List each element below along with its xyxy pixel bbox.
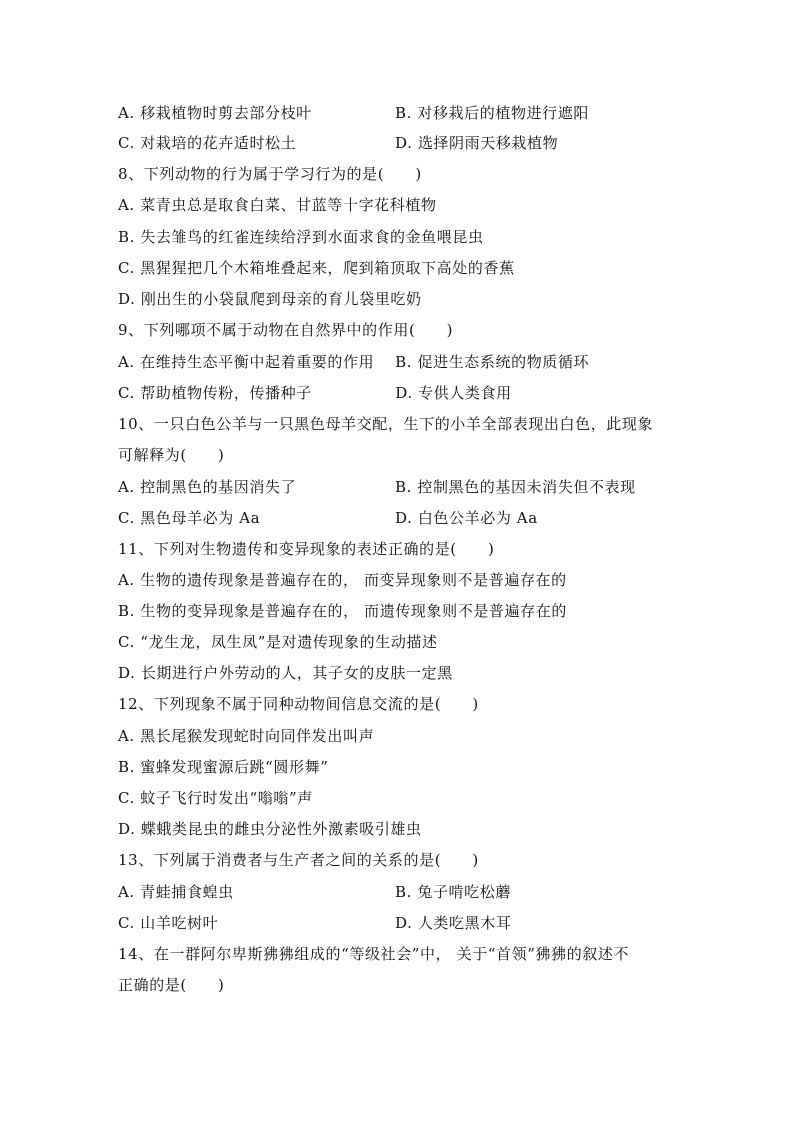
q12-stem: 12、下列现象不属于同种动物间信息交流的是( ) [118, 695, 479, 713]
q13-option-d: D. 人类吃黑木耳 [395, 914, 512, 932]
q10-option-c: C. 黑色母羊必为 Aa [118, 509, 261, 527]
q13-stem: 13、下列属于消费者与生产者之间的关系的是( ) [118, 851, 479, 869]
q7-option-d: D. 选择阴雨天移栽植物 [395, 134, 559, 152]
q12-option-a: A. 黑长尾猴发现蛇时向同伴发出叫声 [118, 727, 375, 745]
q14-stem-line1: 14、在一群阿尔卑斯狒狒组成的“等级社会”中， 关于“首领”狒狒的叙述不 [118, 945, 630, 963]
q13-option-a: A. 青蛙捕食蝗虫 [118, 883, 234, 901]
q13-option-c: C. 山羊吃树叶 [118, 914, 219, 932]
q11-option-d: D. 长期进行户外劳动的人，其子女的皮肤一定黑 [118, 664, 453, 682]
q11-option-a: A. 生物的遗传现象是普遍存在的， 而变异现象则不是普遍存在的 [118, 571, 567, 589]
q8-option-d: D. 刚出生的小袋鼠爬到母亲的育儿袋里吃奶 [118, 290, 422, 308]
q8-stem: 8、下列动物的行为属于学习行为的是( ) [118, 165, 422, 183]
q10-option-b: B. 控制黑色的基因未消失但不表现 [395, 478, 636, 496]
q11-option-b: B. 生物的变异现象是普遍存在的， 而遗传现象则不是普遍存在的 [118, 602, 567, 620]
q12-option-d: D. 蝶蛾类昆虫的雌虫分泌性外激素吸引雄虫 [118, 820, 422, 838]
q7-option-c: C. 对栽培的花卉适时松土 [118, 134, 297, 152]
q9-options-cd: C. 帮助植物传粉，传播种子 D. 专供人类食用 [118, 384, 512, 402]
q8-option-c: C. 黑猩猩把几个木箱堆叠起来，爬到箱顶取下高处的香蕉 [118, 259, 515, 277]
q13-option-b: B. 兔子啃吃松蘑 [395, 883, 511, 901]
q11-option-c: C. “龙生龙，凤生凤”是对遗传现象的生动描述 [118, 633, 438, 651]
q7-option-b: B. 对移栽后的植物进行遮阳 [395, 104, 589, 122]
q12-option-c: C. 蚊子飞行时发出“嗡嗡”声 [118, 789, 313, 807]
q14-stem-line2: 正确的是( ) [118, 976, 225, 994]
q10-option-a: A. 控制黑色的基因消失了 [118, 478, 297, 496]
q12-option-b: B. 蜜蜂发现蜜源后跳“圆形舞” [118, 758, 329, 776]
q10-stem-line2: 可解释为( ) [118, 446, 225, 464]
q9-stem: 9、下列哪项不属于动物在自然界中的作用( ) [118, 321, 454, 339]
q9-options-ab: A. 在维持生态平衡中起着重要的作用 B. 促进生态系统的物质循环 [118, 353, 590, 371]
q7-option-a: A. 移栽植物时剪去部分枝叶 [118, 104, 312, 122]
q8-option-b: B. 失去雏鸟的红雀连续给浮到水面求食的金鱼喂昆虫 [118, 228, 484, 246]
q11-stem: 11、下列对生物遗传和变异现象的表述正确的是( ) [118, 540, 495, 558]
q10-option-d: D. 白色公羊必为 Aa [395, 509, 538, 527]
q8-option-a: A. 菜青虫总是取食白菜、甘蓝等十字花科植物 [118, 196, 437, 214]
q10-stem-line1: 10、一只白色公羊与一只黑色母羊交配，生下的小羊全部表现出白色，此现象 [118, 415, 654, 433]
